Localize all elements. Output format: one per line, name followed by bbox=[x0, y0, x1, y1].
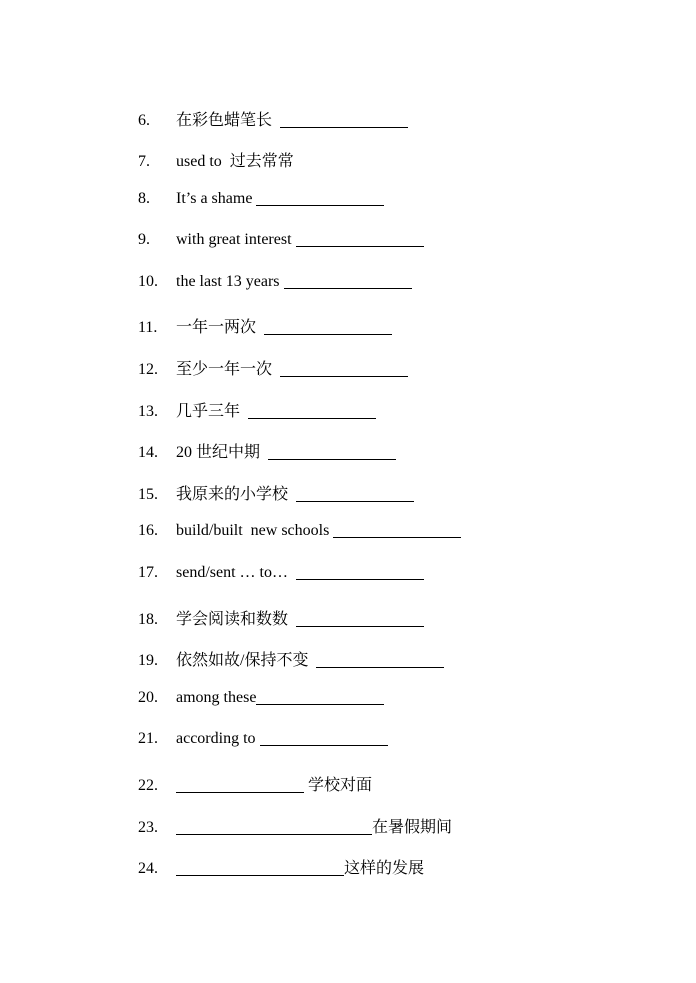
list-item bbox=[138, 107, 408, 131]
item-number: 19. bbox=[138, 652, 158, 669]
item-prompt: 依然如故/保持不变 bbox=[176, 652, 309, 669]
item-number: 21. bbox=[138, 730, 158, 747]
list-item bbox=[138, 148, 294, 172]
item-prompt: 至少一年一次 bbox=[176, 361, 273, 378]
item-number: 9. bbox=[138, 231, 150, 248]
list-item bbox=[138, 398, 376, 422]
answer-blank[interactable] bbox=[296, 625, 424, 627]
item-number: 22. bbox=[138, 777, 158, 794]
answer-blank[interactable] bbox=[256, 703, 384, 705]
list-item bbox=[138, 564, 424, 588]
item-prompt: 学会阅读和数数 bbox=[176, 611, 289, 628]
item-prompt: the last 13 years bbox=[176, 273, 280, 290]
answer-blank[interactable] bbox=[268, 458, 396, 460]
item-number: 11. bbox=[138, 319, 158, 336]
answer-blank[interactable] bbox=[248, 417, 376, 419]
item-prompt: 几乎三年 bbox=[176, 403, 241, 420]
list-item bbox=[138, 772, 372, 796]
list-item bbox=[138, 356, 408, 380]
item-number: 20. bbox=[138, 689, 158, 706]
answer-blank[interactable] bbox=[296, 578, 424, 580]
item-number: 15. bbox=[138, 486, 158, 503]
answer-blank[interactable] bbox=[333, 536, 461, 538]
list-item bbox=[138, 481, 414, 505]
item-number: 16. bbox=[138, 522, 158, 539]
item-number: 18. bbox=[138, 611, 158, 628]
item-prompt: according to bbox=[176, 730, 256, 747]
item-prompt: 20 世纪中期 bbox=[176, 444, 261, 461]
answer-blank[interactable] bbox=[280, 126, 408, 128]
answer-blank[interactable] bbox=[260, 744, 388, 746]
item-number: 13. bbox=[138, 403, 158, 420]
item-number: 6. bbox=[138, 112, 150, 129]
item-prompt: among these bbox=[176, 689, 257, 706]
list-item bbox=[138, 273, 412, 297]
item-prompt: 一年一两次 bbox=[176, 319, 257, 336]
item-prompt: 这样的发展 bbox=[344, 860, 425, 877]
answer-blank[interactable] bbox=[296, 245, 424, 247]
answer-blank[interactable] bbox=[264, 333, 392, 335]
item-number: 10. bbox=[138, 273, 158, 290]
answer-blank[interactable] bbox=[176, 833, 372, 835]
item-number: 8. bbox=[138, 190, 150, 207]
item-prompt: 我原来的小学校 bbox=[176, 486, 289, 503]
list-item bbox=[138, 647, 444, 671]
item-prompt: It’s a shame bbox=[176, 190, 253, 207]
item-prompt: send/sent … to… bbox=[176, 564, 288, 581]
answer-blank[interactable] bbox=[296, 500, 414, 502]
list-item bbox=[138, 439, 396, 463]
list-item bbox=[138, 689, 384, 713]
list-item bbox=[138, 314, 392, 338]
item-number: 14. bbox=[138, 444, 158, 461]
list-item bbox=[138, 231, 424, 255]
answer-blank[interactable] bbox=[256, 204, 384, 206]
item-number: 7. bbox=[138, 153, 150, 170]
list-item bbox=[138, 190, 384, 214]
list-item bbox=[138, 855, 424, 879]
answer-blank[interactable] bbox=[176, 874, 344, 876]
list-item bbox=[138, 730, 388, 754]
answer-blank[interactable] bbox=[316, 666, 444, 668]
item-number: 23. bbox=[138, 819, 158, 836]
answer-blank[interactable] bbox=[176, 791, 304, 793]
item-prompt: 在暑假期间 bbox=[372, 819, 453, 836]
list-item bbox=[138, 522, 461, 546]
answer-blank[interactable] bbox=[280, 375, 408, 377]
item-prompt: build/built new schools bbox=[176, 522, 330, 539]
item-number: 24. bbox=[138, 860, 158, 877]
item-prompt: used to 过去常常 bbox=[176, 153, 294, 170]
item-number: 12. bbox=[138, 361, 158, 378]
item-prompt: 学校对面 bbox=[308, 777, 373, 794]
item-number: 17. bbox=[138, 564, 158, 581]
item-prompt: with great interest bbox=[176, 231, 292, 248]
answer-blank[interactable] bbox=[284, 287, 412, 289]
list-item bbox=[138, 606, 424, 630]
item-prompt: 在彩色蜡笔长 bbox=[176, 112, 273, 129]
list-item bbox=[138, 814, 452, 838]
